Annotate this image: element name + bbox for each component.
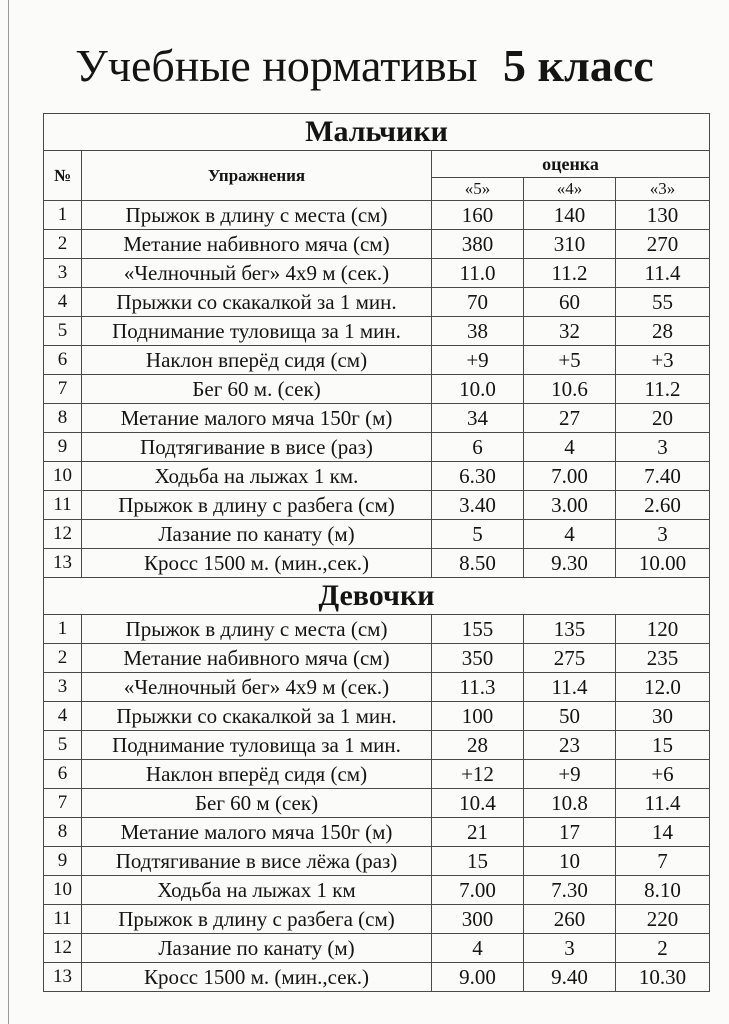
grade-3-value: 7 [616,847,710,876]
exercise-name: Подтягивание в висе (раз) [82,433,432,462]
grade-4-value: 275 [524,644,616,673]
grade-3-value: 220 [616,905,710,934]
grade-4-value: +9 [524,760,616,789]
grade-3-value: 11.4 [616,259,710,288]
grade-5-value: 380 [432,230,524,259]
row-number: 3 [44,259,82,288]
grade-4-value: 310 [524,230,616,259]
grade-4-value: 50 [524,702,616,731]
grade-4-value: 260 [524,905,616,934]
exercise-name: Прыжок в длину с разбега (см) [82,905,432,934]
exercise-name: Поднимание туловища за 1 мин. [82,731,432,760]
exercise-name: Кросс 1500 м. (мин.,сек.) [82,963,432,992]
table-row [44,520,710,549]
header-grade-3: «3» [616,178,710,201]
header-exercise: Упражнения [82,151,432,201]
row-number: 10 [44,876,82,905]
grade-3-value: 3 [616,433,710,462]
row-number: 13 [44,549,82,578]
exercise-name: Прыжки со скакалкой за 1 мин. [82,288,432,317]
grade-4-value: 10.8 [524,789,616,818]
table-row [44,288,710,317]
grade-5-value: 38 [432,317,524,346]
grade-5-value: 6.30 [432,462,524,491]
table-row [44,462,710,491]
grade-4-value: 10 [524,847,616,876]
grade-4-value: 11.2 [524,259,616,288]
grade-4-value: 32 [524,317,616,346]
grade-4-value: +5 [524,346,616,375]
grade-3-value: 20 [616,404,710,433]
header-rating: оценка [432,151,710,178]
table-row [44,847,710,876]
exercise-name: Прыжки со скакалкой за 1 мин. [82,702,432,731]
grade-5-value: 3.40 [432,491,524,520]
grade-3-value: 14 [616,818,710,847]
grade-3-value: 120 [616,615,710,644]
grade-3-value: 55 [616,288,710,317]
exercise-name: Прыжок в длину с разбега (см) [82,491,432,520]
exercise-name: Метание набивного мяча (см) [82,230,432,259]
grade-3-value: 8.10 [616,876,710,905]
row-number: 9 [44,433,82,462]
row-number: 8 [44,404,82,433]
exercise-name: Наклон вперёд сидя (см) [82,760,432,789]
grade-3-value: 15 [616,731,710,760]
exercise-name: Кросс 1500 м. (мин.,сек.) [82,549,432,578]
grade-5-value: 10.4 [432,789,524,818]
grade-4-value: 60 [524,288,616,317]
section-row-boys [44,114,710,151]
table-row [44,259,710,288]
exercise-name: Ходьба на лыжах 1 км [82,876,432,905]
table-row [44,375,710,404]
table-row [44,201,710,230]
norms-table-body [44,114,710,992]
grade-5-value: 8.50 [432,549,524,578]
section-title-boys: Мальчики [44,114,710,151]
grade-5-value: 100 [432,702,524,731]
grade-5-value: +12 [432,760,524,789]
grade-5-value: 155 [432,615,524,644]
grade-3-value: 3 [616,520,710,549]
row-number: 3 [44,673,82,702]
row-number: 11 [44,905,82,934]
grade-3-value: 270 [616,230,710,259]
grade-3-value: 28 [616,317,710,346]
table-row [44,905,710,934]
table-row [44,433,710,462]
row-number: 2 [44,230,82,259]
table-row [44,491,710,520]
grade-5-value: 11.0 [432,259,524,288]
grade-4-value: 17 [524,818,616,847]
grade-5-value: 300 [432,905,524,934]
grade-5-value: 28 [432,731,524,760]
table-row [44,346,710,375]
exercise-name: Лазание по канату (м) [82,520,432,549]
section-row-girls [44,578,710,615]
grade-3-value: 130 [616,201,710,230]
table-row [44,673,710,702]
grade-3-value: 10.00 [616,549,710,578]
grade-5-value: 5 [432,520,524,549]
grade-3-value: 2 [616,934,710,963]
row-number: 5 [44,317,82,346]
row-number: 13 [44,963,82,992]
grade-5-value: 70 [432,288,524,317]
row-number: 12 [44,520,82,549]
grade-5-value: 4 [432,934,524,963]
grade-5-value: 9.00 [432,963,524,992]
table-row [44,789,710,818]
table-row [44,731,710,760]
row-number: 7 [44,789,82,818]
table-row [44,876,710,905]
page-title [0,36,729,96]
exercise-name: Наклон вперёд сидя (см) [82,346,432,375]
grade-5-value: 21 [432,818,524,847]
exercise-name: Прыжок в длину с места (см) [82,615,432,644]
header-grade-5: «5» [432,178,524,201]
grade-4-value: 9.40 [524,963,616,992]
grade-3-value: +6 [616,760,710,789]
grade-5-value: 6 [432,433,524,462]
exercise-name: Бег 60 м. (сек) [82,375,432,404]
row-number: 4 [44,702,82,731]
grade-3-value: +3 [616,346,710,375]
grade-5-value: 10.0 [432,375,524,404]
grade-3-value: 10.30 [616,963,710,992]
table-row [44,963,710,992]
table-row [44,615,710,644]
row-number: 9 [44,847,82,876]
grade-4-value: 27 [524,404,616,433]
grade-5-value: +9 [432,346,524,375]
grade-5-value: 350 [432,644,524,673]
exercise-name: «Челночный бег» 4х9 м (сек.) [82,673,432,702]
grade-3-value: 12.0 [616,673,710,702]
grade-3-value: 11.4 [616,789,710,818]
row-number: 1 [44,201,82,230]
exercise-name: Метание малого мяча 150г (м) [82,404,432,433]
grade-4-value: 3 [524,934,616,963]
row-number: 2 [44,644,82,673]
grade-3-value: 235 [616,644,710,673]
grade-4-value: 4 [524,433,616,462]
header-grade-4: «4» [524,178,616,201]
exercise-name: Подтягивание в висе лёжа (раз) [82,847,432,876]
table-row [44,818,710,847]
section-title-girls: Девочки [44,578,710,615]
grade-4-value: 7.00 [524,462,616,491]
grade-4-value: 9.30 [524,549,616,578]
grade-3-value: 11.2 [616,375,710,404]
table-row [44,404,710,433]
grade-4-value: 4 [524,520,616,549]
grade-4-value: 140 [524,201,616,230]
table-row [44,317,710,346]
exercise-name: Метание набивного мяча (см) [82,644,432,673]
row-number: 1 [44,615,82,644]
row-number: 6 [44,760,82,789]
exercise-name: Прыжок в длину с места (см) [82,201,432,230]
table-row [44,702,710,731]
grade-4-value: 3.00 [524,491,616,520]
row-number: 6 [44,346,82,375]
grade-4-value: 10.6 [524,375,616,404]
table-row [44,230,710,259]
title-grade: 5 класс [503,40,654,91]
table-row [44,644,710,673]
exercise-name: Метание малого мяча 150г (м) [82,818,432,847]
exercise-name: Поднимание туловища за 1 мин. [82,317,432,346]
grade-4-value: 23 [524,731,616,760]
header-row [44,151,710,178]
page-edge-line [8,0,9,1024]
grade-5-value: 160 [432,201,524,230]
header-num: № [44,151,82,201]
grade-4-value: 11.4 [524,673,616,702]
grade-4-value: 7.30 [524,876,616,905]
table-row [44,549,710,578]
exercise-name: Лазание по канату (м) [82,934,432,963]
grade-5-value: 7.00 [432,876,524,905]
exercise-name: Ходьба на лыжах 1 км. [82,462,432,491]
grade-5-value: 11.3 [432,673,524,702]
row-number: 12 [44,934,82,963]
grade-5-value: 15 [432,847,524,876]
grade-3-value: 7.40 [616,462,710,491]
grade-5-value: 34 [432,404,524,433]
row-number: 4 [44,288,82,317]
norms-table [43,113,710,992]
row-number: 10 [44,462,82,491]
table-row [44,934,710,963]
row-number: 8 [44,818,82,847]
row-number: 5 [44,731,82,760]
table-row [44,760,710,789]
row-number: 11 [44,491,82,520]
grade-3-value: 2.60 [616,491,710,520]
grade-3-value: 30 [616,702,710,731]
grade-4-value: 135 [524,615,616,644]
title-main: Учебные нормативы [75,40,478,91]
exercise-name: Бег 60 м (сек) [82,789,432,818]
exercise-name: «Челночный бег» 4х9 м (сек.) [82,259,432,288]
row-number: 7 [44,375,82,404]
